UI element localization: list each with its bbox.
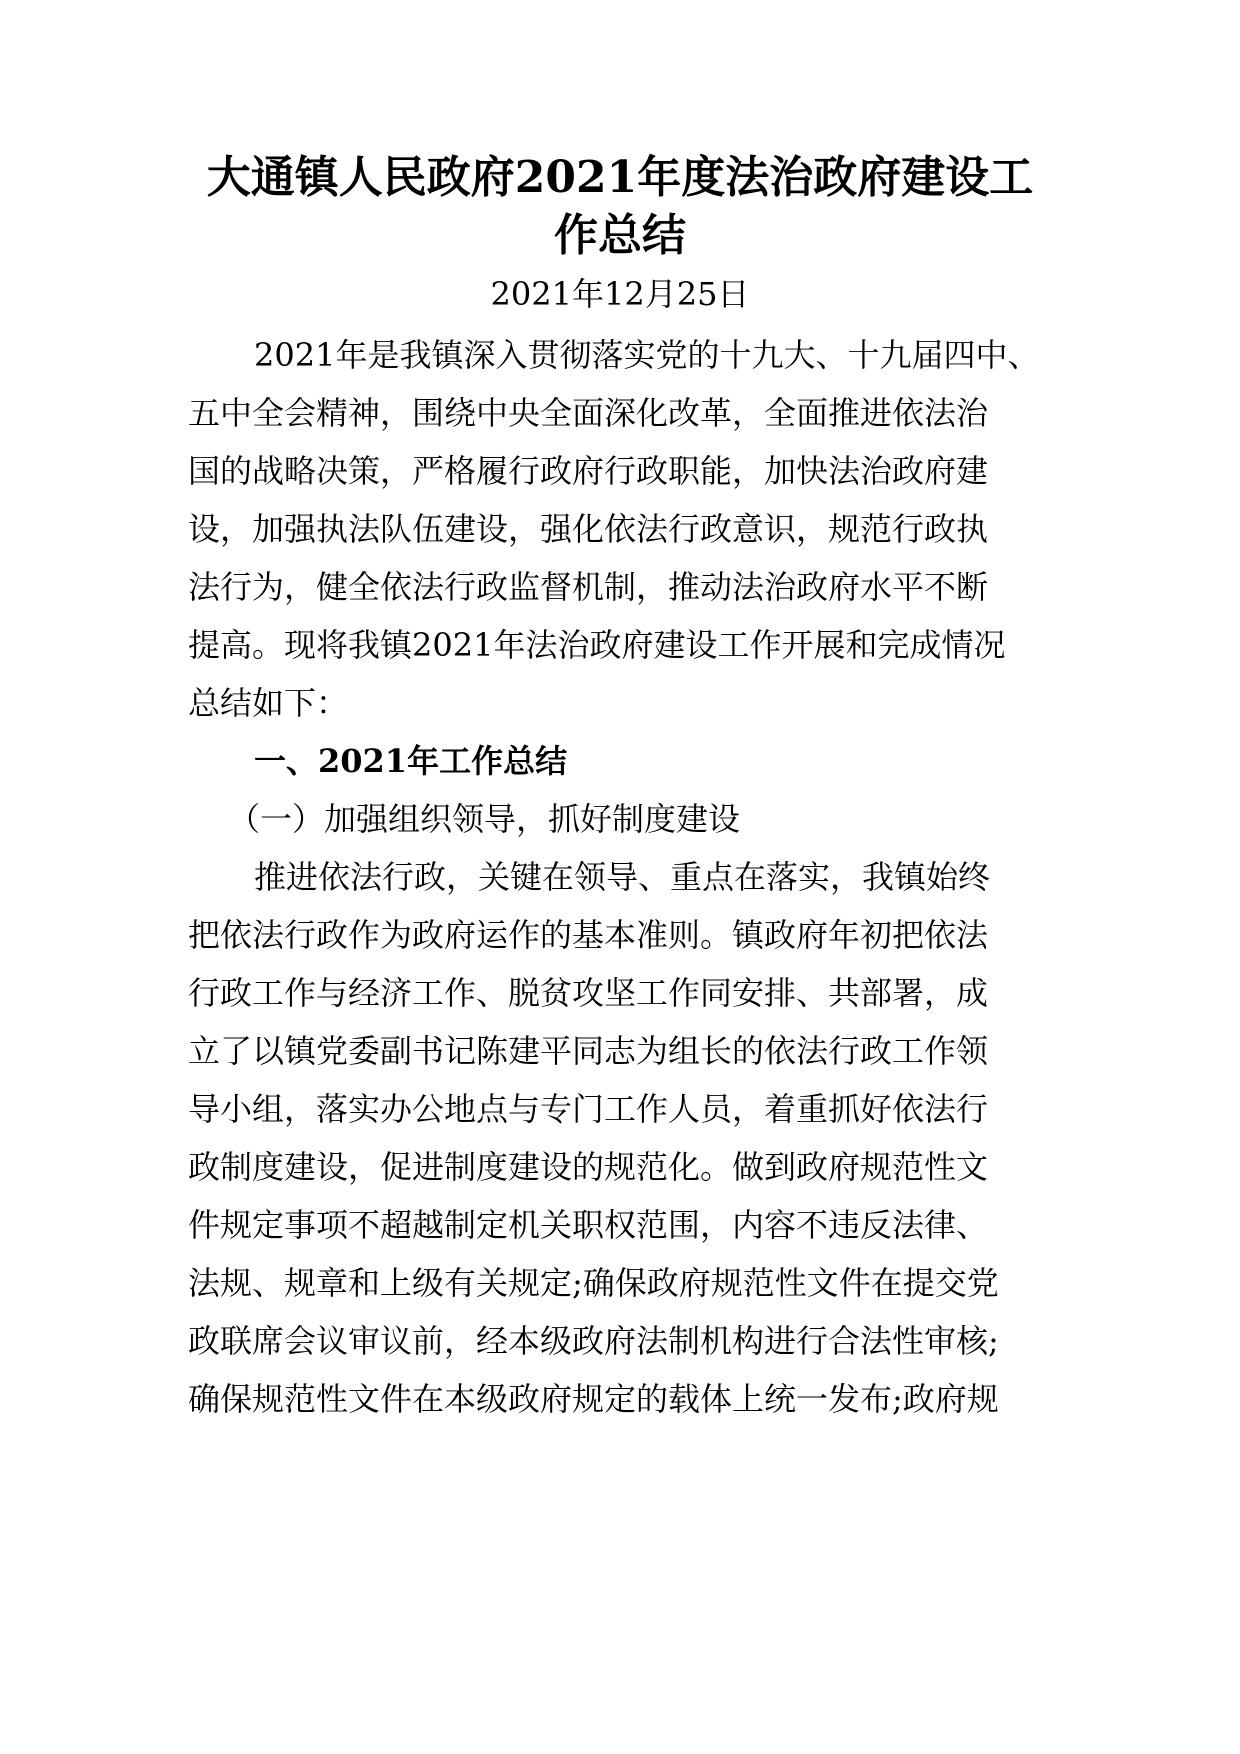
intro-line: 2021年是我镇深入贯彻落实党的十九大、十九届四中、 xyxy=(254,336,1040,374)
body-line: 政联席会议审议前，经本级政府法制机构进行合法性审核; xyxy=(188,1322,999,1360)
subsection-heading: （一）加强组织领导，抓好制度建设 xyxy=(228,800,741,838)
document-title-line-1: 大通镇人民政府2021年度法治政府建设工 xyxy=(206,152,1034,203)
intro-line: 设，加强执法队伍建设，强化依法行政意识，规范行政执 xyxy=(188,510,989,548)
body-line: 行政工作与经济工作、脱贫攻坚工作同安排、共部署，成 xyxy=(188,974,989,1012)
intro-line: 五中全会精神，围绕中央全面深化改革，全面推进依法治 xyxy=(188,394,989,432)
body-line: 立了以镇党委副书记陈建平同志为组长的依法行政工作领 xyxy=(188,1032,989,1070)
body-line: 政制度建设，促进制度建设的规范化。做到政府规范性文 xyxy=(188,1148,989,1186)
body-line: 确保规范性文件在本级政府规定的载体上统一发布;政府规 xyxy=(188,1380,999,1418)
body-line: 法规、规章和上级有关规定;确保政府规范性文件在提交党 xyxy=(188,1264,999,1302)
intro-line: 法行为，健全依法行政监督机制，推动法治政府水平不断 xyxy=(188,568,989,606)
body-line: 把依法行政作为政府运作的基本准则。镇政府年初把依法 xyxy=(188,916,989,954)
document-title-line-2: 作总结 xyxy=(554,210,686,261)
body-line: 推进依法行政，关键在领导、重点在落实，我镇始终 xyxy=(254,858,991,896)
intro-line: 提高。现将我镇2021年法治政府建设工作开展和完成情况 xyxy=(188,626,1006,664)
intro-line: 国的战略决策，严格履行政府行政职能，加快法治政府建 xyxy=(188,452,989,490)
body-line: 件规定事项不超越制定机关职权范围，内容不违反法律、 xyxy=(188,1206,989,1244)
section-heading: 一、2021年工作总结 xyxy=(254,742,568,780)
body-line: 导小组，落实办公地点与专门工作人员，着重抓好依法行 xyxy=(188,1090,989,1128)
document-date: 2021年12月25日 xyxy=(490,275,750,313)
intro-line: 总结如下： xyxy=(188,684,349,722)
